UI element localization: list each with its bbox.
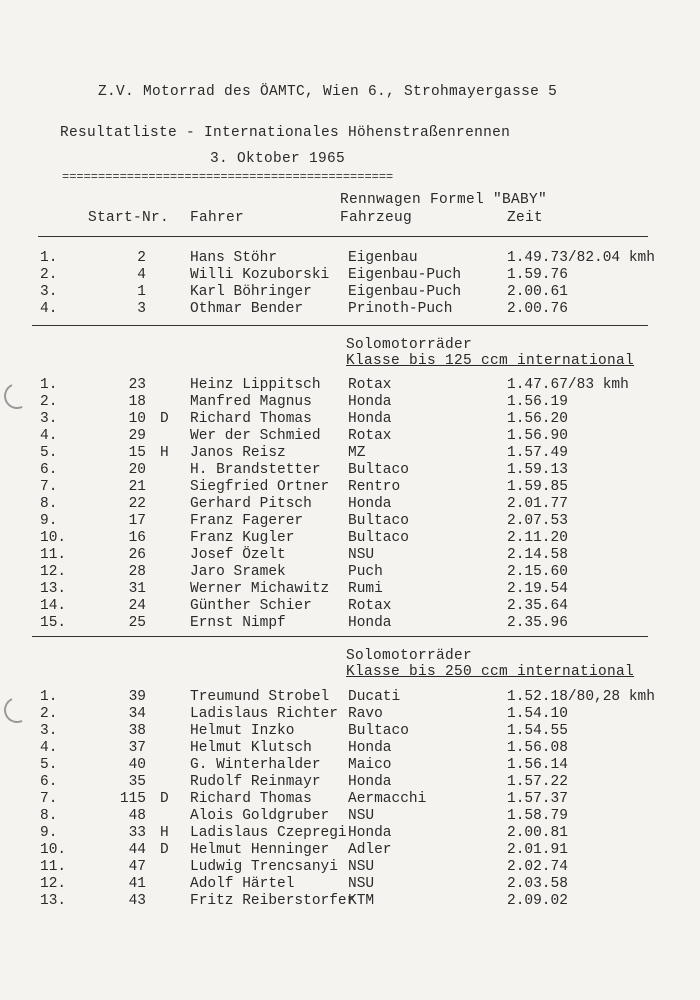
time: 1.56.90 bbox=[507, 428, 568, 444]
table-row bbox=[0, 496, 700, 513]
document-title: Resultatliste - Internationales Höhenstraßenrennen bbox=[60, 125, 511, 141]
table-row bbox=[0, 250, 700, 267]
time: 2.14.58 bbox=[507, 547, 568, 563]
table-row bbox=[0, 859, 700, 876]
time: 2.01.91 bbox=[507, 842, 568, 858]
driver-name: Richard Thomas bbox=[190, 411, 312, 427]
time: 2.15.60 bbox=[507, 564, 568, 580]
table-row bbox=[0, 411, 700, 428]
start-number: 38 bbox=[128, 723, 146, 739]
rank: 10. bbox=[40, 842, 67, 858]
start-number: 31 bbox=[128, 581, 146, 597]
club-header: Z.V. Motorrad des ÖAMTC, Wien 6., Strohmayergasse 5 bbox=[98, 84, 558, 100]
time: 1.52.18/80,28 kmh bbox=[507, 689, 655, 705]
vehicle: NSU bbox=[348, 876, 375, 892]
time: 2.11.20 bbox=[507, 530, 568, 546]
section-1-title: Rennwagen Formel "BABY" bbox=[340, 192, 548, 208]
vehicle: Bultaco bbox=[348, 530, 409, 546]
rank: 5. bbox=[40, 757, 58, 773]
driver-name: Jaro Sramek bbox=[190, 564, 286, 580]
table-row bbox=[0, 723, 700, 740]
vehicle: Maico bbox=[348, 757, 392, 773]
driver-name: Willi Kozuborski bbox=[190, 267, 330, 283]
driver-name: Helmut Henninger bbox=[190, 842, 330, 858]
time: 1.49.73/82.04 kmh bbox=[507, 250, 655, 266]
start-number: 24 bbox=[128, 598, 146, 614]
table-row bbox=[0, 757, 700, 774]
table-row bbox=[0, 808, 700, 825]
rank: 7. bbox=[40, 479, 58, 495]
start-number: 41 bbox=[128, 876, 146, 892]
driver-name: G. Winterhalder bbox=[190, 757, 321, 773]
vehicle: Honda bbox=[348, 411, 392, 427]
table-row bbox=[0, 791, 700, 808]
start-number: 47 bbox=[128, 859, 146, 875]
start-number: 23 bbox=[128, 377, 146, 393]
rank: 13. bbox=[40, 581, 67, 597]
time: 2.00.61 bbox=[507, 284, 568, 300]
vehicle: Rumi bbox=[348, 581, 383, 597]
section-2-class: Klasse bis 125 ccm international bbox=[346, 353, 635, 369]
driver-name: Franz Fagerer bbox=[190, 513, 304, 529]
time: 2.19.54 bbox=[507, 581, 568, 597]
rank: 8. bbox=[40, 808, 58, 824]
section-3-class: Klasse bis 250 ccm international bbox=[346, 664, 635, 680]
start-number: 2 bbox=[137, 250, 146, 266]
nation-flag: D bbox=[160, 791, 169, 807]
driver-name: Manfred Magnus bbox=[190, 394, 312, 410]
rank: 2. bbox=[40, 394, 58, 410]
table-row bbox=[0, 547, 700, 564]
start-number: 35 bbox=[128, 774, 146, 790]
column-start-number: Start-Nr. bbox=[88, 210, 170, 226]
start-number: 20 bbox=[128, 462, 146, 478]
start-number: 33 bbox=[128, 825, 146, 841]
table-row bbox=[0, 774, 700, 791]
table-row bbox=[0, 893, 700, 910]
time: 1.59.85 bbox=[507, 479, 568, 495]
start-number: 43 bbox=[128, 893, 146, 909]
start-number: 26 bbox=[128, 547, 146, 563]
table-row bbox=[0, 377, 700, 394]
driver-name: Richard Thomas bbox=[190, 791, 312, 807]
driver-name: Adolf Härtel bbox=[190, 876, 295, 892]
vehicle: Bultaco bbox=[348, 462, 409, 478]
vehicle: Rentro bbox=[348, 479, 401, 495]
vehicle: Bultaco bbox=[348, 513, 409, 529]
vehicle: Aermacchi bbox=[348, 791, 427, 807]
table-row bbox=[0, 445, 700, 462]
driver-name: Günther Schier bbox=[190, 598, 312, 614]
rank: 4. bbox=[40, 301, 58, 317]
rank: 14. bbox=[40, 598, 67, 614]
rank: 8. bbox=[40, 496, 58, 512]
table-row bbox=[0, 513, 700, 530]
rank: 1. bbox=[40, 377, 58, 393]
nation-flag: D bbox=[160, 842, 169, 858]
vehicle: Honda bbox=[348, 496, 392, 512]
vehicle: Rotax bbox=[348, 428, 392, 444]
time: 1.47.67/83 kmh bbox=[507, 377, 629, 393]
start-number: 25 bbox=[128, 615, 146, 631]
start-number: 29 bbox=[128, 428, 146, 444]
time: 2.09.02 bbox=[507, 893, 568, 909]
column-time: Zeit bbox=[507, 210, 544, 226]
nation-flag: D bbox=[160, 411, 169, 427]
start-number: 22 bbox=[128, 496, 146, 512]
rank: 4. bbox=[40, 740, 58, 756]
time: 1.57.22 bbox=[507, 774, 568, 790]
table-row bbox=[0, 530, 700, 547]
section-rule bbox=[32, 636, 648, 637]
column-driver: Fahrer bbox=[190, 210, 245, 226]
time: 1.59.76 bbox=[507, 267, 568, 283]
table-row bbox=[0, 581, 700, 598]
driver-name: Janos Reisz bbox=[190, 445, 286, 461]
start-number: 17 bbox=[128, 513, 146, 529]
rank: 12. bbox=[40, 876, 67, 892]
vehicle: NSU bbox=[348, 547, 375, 563]
rank: 1. bbox=[40, 689, 58, 705]
title-separator: ============================================== bbox=[62, 170, 394, 184]
vehicle: Ravo bbox=[348, 706, 383, 722]
driver-name: Alois Goldgruber bbox=[190, 808, 330, 824]
start-number: 115 bbox=[119, 791, 146, 807]
time: 2.00.81 bbox=[507, 825, 568, 841]
rank: 5. bbox=[40, 445, 58, 461]
rank: 3. bbox=[40, 723, 58, 739]
start-number: 37 bbox=[128, 740, 146, 756]
vehicle: MZ bbox=[348, 445, 366, 461]
section-2-title: Solomotorräder bbox=[346, 337, 473, 353]
driver-name: Helmut Inzko bbox=[190, 723, 295, 739]
table-row bbox=[0, 598, 700, 615]
table-row bbox=[0, 706, 700, 723]
table-row bbox=[0, 267, 700, 284]
vehicle: Adler bbox=[348, 842, 392, 858]
vehicle: NSU bbox=[348, 808, 375, 824]
vehicle: Bultaco bbox=[348, 723, 409, 739]
rank: 4. bbox=[40, 428, 58, 444]
start-number: 16 bbox=[128, 530, 146, 546]
rank: 7. bbox=[40, 791, 58, 807]
driver-name: Othmar Bender bbox=[190, 301, 304, 317]
section-rule bbox=[32, 325, 648, 326]
vehicle: NSU bbox=[348, 859, 375, 875]
vehicle: KTM bbox=[348, 893, 375, 909]
driver-name: Rudolf Reinmayr bbox=[190, 774, 321, 790]
column-vehicle: Fahrzeug bbox=[340, 210, 413, 226]
header-rule bbox=[38, 236, 648, 237]
section-3-title: Solomotorräder bbox=[346, 648, 473, 664]
vehicle: Honda bbox=[348, 740, 392, 756]
time: 1.59.13 bbox=[507, 462, 568, 478]
table-row bbox=[0, 428, 700, 445]
start-number: 3 bbox=[137, 301, 146, 317]
time: 1.56.19 bbox=[507, 394, 568, 410]
vehicle: Honda bbox=[348, 394, 392, 410]
start-number: 48 bbox=[128, 808, 146, 824]
start-number: 1 bbox=[137, 284, 146, 300]
start-number: 15 bbox=[128, 445, 146, 461]
driver-name: Hans Stöhr bbox=[190, 250, 278, 266]
driver-name: Ludwig Trencsanyi bbox=[190, 859, 338, 875]
start-number: 39 bbox=[128, 689, 146, 705]
rank: 3. bbox=[40, 284, 58, 300]
rank: 13. bbox=[40, 893, 67, 909]
driver-name: Karl Böhringer bbox=[190, 284, 312, 300]
vehicle: Eigenbau-Puch bbox=[348, 284, 462, 300]
time: 2.01.77 bbox=[507, 496, 568, 512]
vehicle: Honda bbox=[348, 825, 392, 841]
time: 2.02.74 bbox=[507, 859, 568, 875]
table-row bbox=[0, 842, 700, 859]
driver-name: Fritz Reiberstorfer bbox=[190, 893, 356, 909]
driver-name: Helmut Klutsch bbox=[190, 740, 312, 756]
vehicle: Honda bbox=[348, 615, 392, 631]
rank: 9. bbox=[40, 825, 58, 841]
table-row bbox=[0, 876, 700, 893]
driver-name: Josef Özelt bbox=[190, 547, 286, 563]
driver-name: Treumund Strobel bbox=[190, 689, 330, 705]
time: 1.57.49 bbox=[507, 445, 568, 461]
rank: 10. bbox=[40, 530, 67, 546]
rank: 6. bbox=[40, 774, 58, 790]
table-row bbox=[0, 615, 700, 632]
table-row bbox=[0, 479, 700, 496]
vehicle: Puch bbox=[348, 564, 383, 580]
driver-name: Wer der Schmied bbox=[190, 428, 321, 444]
driver-name: Werner Michawitz bbox=[190, 581, 330, 597]
driver-name: H. Brandstetter bbox=[190, 462, 321, 478]
document-date: 3. Oktober 1965 bbox=[210, 151, 346, 167]
table-row bbox=[0, 301, 700, 318]
vehicle: Rotax bbox=[348, 598, 392, 614]
driver-name: Heinz Lippitsch bbox=[190, 377, 321, 393]
rank: 11. bbox=[40, 547, 67, 563]
start-number: 21 bbox=[128, 479, 146, 495]
time: 1.54.10 bbox=[507, 706, 568, 722]
table-row bbox=[0, 564, 700, 581]
start-number: 34 bbox=[128, 706, 146, 722]
start-number: 18 bbox=[128, 394, 146, 410]
table-row bbox=[0, 689, 700, 706]
rank: 6. bbox=[40, 462, 58, 478]
driver-name: Franz Kugler bbox=[190, 530, 295, 546]
rank: 15. bbox=[40, 615, 67, 631]
driver-name: Gerhard Pitsch bbox=[190, 496, 312, 512]
rank: 2. bbox=[40, 267, 58, 283]
rank: 1. bbox=[40, 250, 58, 266]
vehicle: Rotax bbox=[348, 377, 392, 393]
driver-name: Ernst Nimpf bbox=[190, 615, 286, 631]
rank: 3. bbox=[40, 411, 58, 427]
time: 1.56.08 bbox=[507, 740, 568, 756]
vehicle: Prinoth-Puch bbox=[348, 301, 453, 317]
time: 2.03.58 bbox=[507, 876, 568, 892]
table-row bbox=[0, 394, 700, 411]
time: 1.56.14 bbox=[507, 757, 568, 773]
rank: 9. bbox=[40, 513, 58, 529]
nation-flag: H bbox=[160, 445, 169, 461]
time: 2.35.96 bbox=[507, 615, 568, 631]
time: 2.35.64 bbox=[507, 598, 568, 614]
table-row bbox=[0, 462, 700, 479]
time: 1.57.37 bbox=[507, 791, 568, 807]
vehicle: Eigenbau bbox=[348, 250, 418, 266]
time: 2.00.76 bbox=[507, 301, 568, 317]
time: 2.07.53 bbox=[507, 513, 568, 529]
time: 1.56.20 bbox=[507, 411, 568, 427]
vehicle: Honda bbox=[348, 774, 392, 790]
vehicle: Ducati bbox=[348, 689, 401, 705]
vehicle: Eigenbau-Puch bbox=[348, 267, 462, 283]
start-number: 28 bbox=[128, 564, 146, 580]
rank: 2. bbox=[40, 706, 58, 722]
table-row bbox=[0, 825, 700, 842]
nation-flag: H bbox=[160, 825, 169, 841]
time: 1.58.79 bbox=[507, 808, 568, 824]
driver-name: Siegfried Ortner bbox=[190, 479, 330, 495]
driver-name: Ladislaus Richter bbox=[190, 706, 338, 722]
table-row bbox=[0, 284, 700, 301]
start-number: 10 bbox=[128, 411, 146, 427]
rank: 12. bbox=[40, 564, 67, 580]
start-number: 4 bbox=[137, 267, 146, 283]
start-number: 40 bbox=[128, 757, 146, 773]
rank: 11. bbox=[40, 859, 67, 875]
time: 1.54.55 bbox=[507, 723, 568, 739]
table-row bbox=[0, 740, 700, 757]
driver-name: Ladislaus Czepregi bbox=[190, 825, 347, 841]
start-number: 44 bbox=[128, 842, 146, 858]
